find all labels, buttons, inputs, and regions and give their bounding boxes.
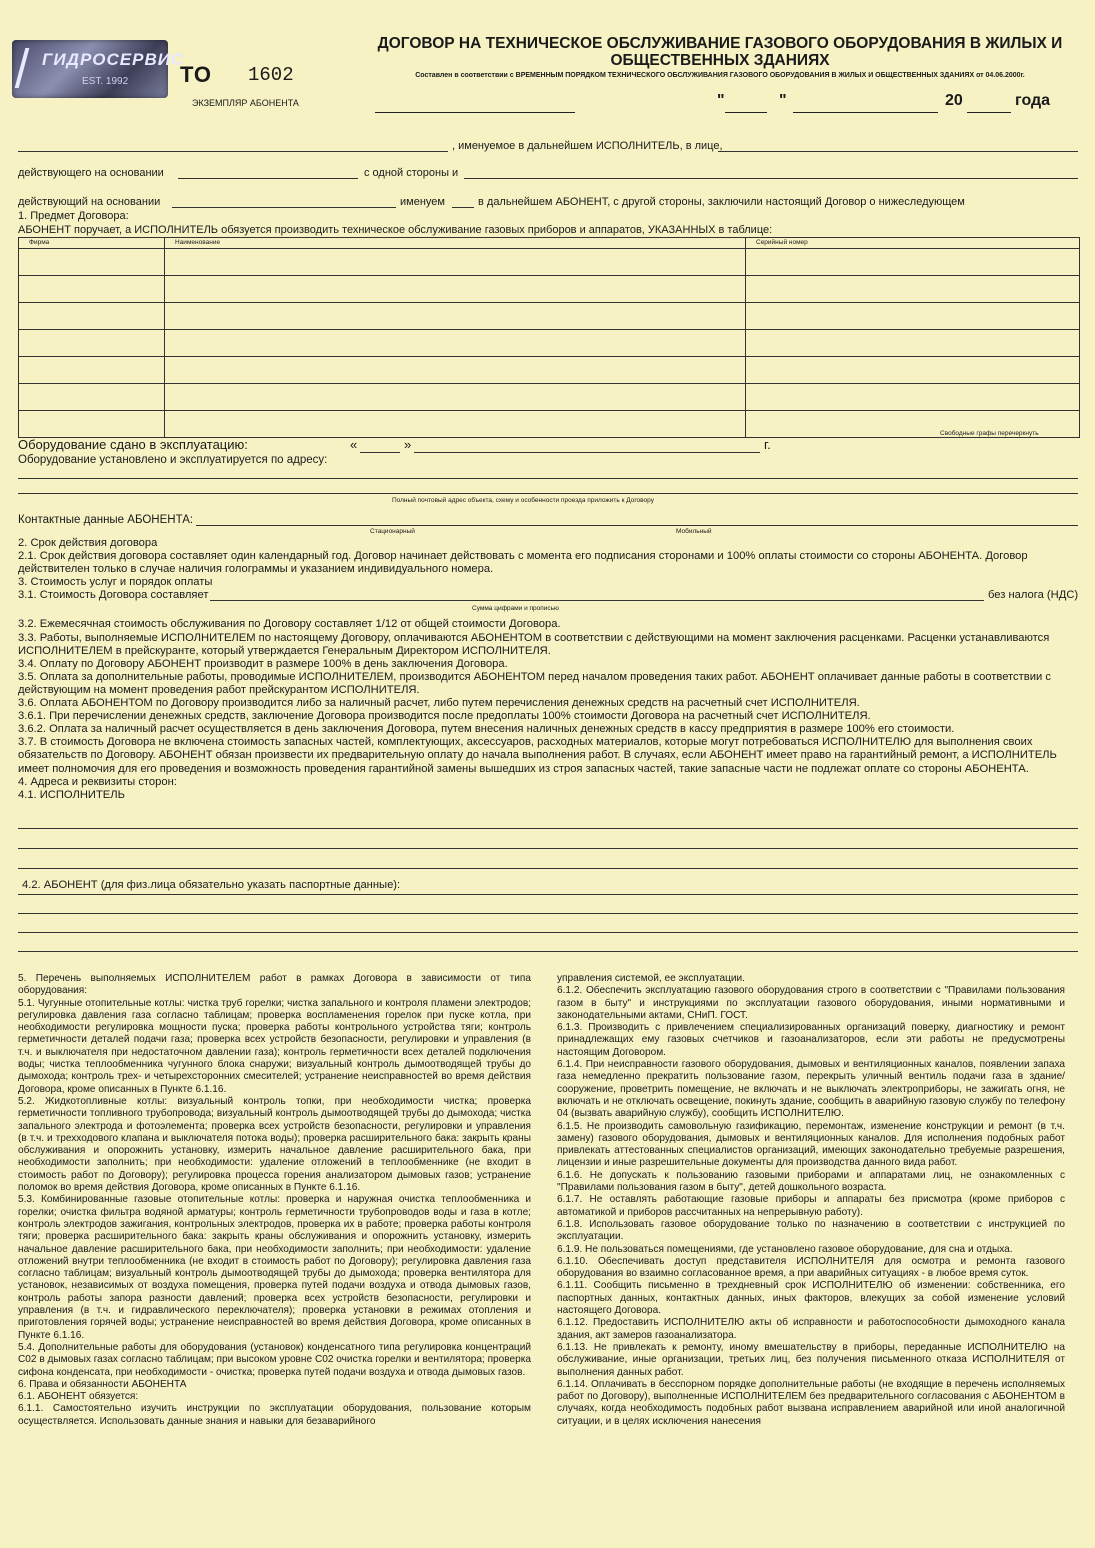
table-header-firm: Фирма: [19, 238, 165, 249]
commissioned-label: Оборудование сдано в эксплуатацию:: [18, 437, 248, 452]
contacts-label: Контактные данные АБОНЕНТА:: [18, 514, 194, 526]
right-col-paragraph: 6.1.4. При неисправности газового оборудования, дымовых и вентиляционных каналов, появлении запаха газа немедленно прекратить пользование газом, перекрыть уличный вентиль подачи газа в здание/сооружение, проветрить помещение, не включать и не выключать электроприборы, не зажигать огня, не включать и не отключать освещение, покинуть здание, сообщить в аварийную газовую службу по телефону 04 (вызвать аварийную службу), сообщить ИСПОЛНИТЕЛЮ.: [557, 1059, 1065, 1120]
section-3-4: 3.4. Оплату по Договору АБОНЕНТ производит в размере 100% в день заключения Договора.: [18, 657, 508, 670]
logo-text: ГИДРОСЕРВИС: [42, 50, 185, 69]
executor-details-line-2[interactable]: [18, 848, 1078, 849]
address-hint: Полный почтовый адрес объекта, схему и особенности проезда приложить к Договору: [392, 497, 654, 504]
table-row[interactable]: [19, 357, 1080, 384]
page-subtitle: Составлен в соответствии с ВРЕМЕННЫМ ПОРЯДКОМ ТЕХНИЧЕСКОГО ОБСЛУЖИВАНИЯ ГАЗОВОГО ОБОРУДОВАНИЯ В ЖИЛЫХ И ОБЩЕСТВЕННЫХ ЗДАНИЯХ от 04.06.2000г.: [415, 72, 1025, 79]
sections-block: [18, 537, 1080, 802]
gender-ending-field[interactable]: [452, 207, 474, 208]
parties-line3a: действующий на основании: [18, 196, 161, 208]
right-col-paragraph: управления системой, ее эксплуатации.: [557, 973, 745, 984]
place-field[interactable]: [375, 112, 575, 113]
table-row[interactable]: [19, 303, 1080, 330]
right-col-paragraph: 6.1.10. Обеспечивать доступ представителя ИСПОЛНИТЕЛЯ для осмотра и ремонта газового оборудования во взаимно согласованное время, а при аварийных ситуациях - в любое время суток.: [557, 1255, 1065, 1280]
address-field-1[interactable]: [18, 478, 1078, 479]
phone-stationary-hint: Стационарный: [370, 528, 415, 535]
right-col-paragraph: 6.1.11. Сообщить письменно в трехдневный срок ИСПОЛНИТЕЛЮ об изменении: собственника, его паспортных данных, контактных данных, иных факторов, влекущих за собой изменение условий настоящего Договора.: [557, 1280, 1065, 1317]
right-col-paragraph: 6.1.7. Не оставлять работающие газовые приборы и аппараты без присмотра (кроме приборов с автоматикой и приборов рассчитанных на непрерывную работу).: [557, 1194, 1065, 1218]
section-4-heading: 4. Адреса и реквизиты сторон:: [18, 775, 177, 788]
section-3-heading: 3. Стоимость услуг и порядок оплаты: [18, 576, 213, 589]
day-field[interactable]: [725, 112, 767, 113]
section-4-1: 4.1. ИСПОЛНИТЕЛЬ: [18, 788, 125, 801]
commission-month-field[interactable]: [414, 452, 760, 453]
table-row[interactable]: [19, 276, 1080, 303]
left-col-paragraph: 5.1. Чугунные отопительные котлы: чистка труб горелки; чистка запального и контроля пламени электродов; регулировка давления газа согласно таблицам; проверка воспламенения горелок при пуске котла, при необходимости регулировка мощности пуска; проверка работы контрольного устройства тяги; контроль герметичности деталей подачи газа; проверка всех устройств безопасности, регулировки и управления (в т.ч. и выключателя при недостаточном давлении газа); контроль герметичности всех деталей подключения воды; чистка теплообменника чугунного блока снаружи; визуальный контроль дымоотводящей трубы до дымохода; контроль трех- и четырехсторонних смесителей; устранение неисправностей во время действия Договора, кроме описанных в Пункте 6.1.16.: [18, 997, 531, 1095]
section-3-7: 3.7. В стоимость Договора не включена стоимость запасных частей, комплектующих, аксессуаров, расходных материалов, которые могут потребоваться ИСПОЛНИТЕЛЮ для выполнения своих обязательств по Договору. АБОНЕНТ обязан произвести их предварительную оплату до начала выполнения работ. В случаях, если АБОНЕНТ имеет право на гарантийный ремонт, а ИСПОЛНИТЕЛЬ имеет полномочия для его проведения и возможность проведения гарантийной замены вышедших из строя запасных частей, такие запасные части не подлежат оплате со стороны АБОНЕНТА.: [18, 736, 1057, 775]
left-column: [18, 973, 531, 1428]
executor-basis-field[interactable]: [178, 178, 358, 179]
right-col-paragraph: 6.1.2. Обеспечить эксплуатацию газового оборудования строго в соответствии с "Правилами пользования газом в быту" и инструкциями по эксплуатации газового оборудования, иными нормативными и законодательными актами, СНиП. ГОСТ.: [557, 985, 1065, 1021]
doc-number: 1602: [248, 64, 294, 86]
page-title: ДОГОВОР НА ТЕХНИЧЕСКОЕ ОБСЛУЖИВАНИЕ ГАЗОВОГО ОБОРУДОВАНИЯ В ЖИЛЫХ И ОБЩЕСТВЕННЫХ ЗДАНИЯХ: [377, 35, 1063, 69]
left-col-paragraph: 6.1. АБОНЕНТ обязуется:: [18, 1391, 139, 1403]
parties-line3b: именуем: [400, 196, 445, 208]
quote-open: ": [717, 92, 725, 109]
subscriber-details-line-1[interactable]: [18, 894, 1078, 895]
right-col-paragraph: 6.1.6. Не допускать к пользованию газовыми приборами и аппаратами лиц, не ознакомленных с "Правилами пользования газом в быту", детей дошкольного возраста.: [557, 1169, 1065, 1194]
section-1-text: АБОНЕНТ поручает, а ИСПОЛНИТЕЛЬ обязуется производить техническое обслуживание газовых приборов и аппаратов, УКАЗАННЫХ в таблице:: [18, 224, 773, 236]
left-col-paragraph: 5.2. Жидкотопливные котлы: визуальный контроль топки, при необходимости чистка; проверка герметичности топливного трубопровода; визуальный контроль дымоотводящей трубы до дымохода; чистка запального электрода и фотоэлемента; проверка всех устройств безопасности, регулировки и управления (в т.ч. и трехходового клапана и выключателя потока воды); проверка расширительного бака: закрыть краны обслуживания и опорожнить установку, измерить начальное давление расширительного бака, при необходимости заполнить; при необходимости: удаление отложений в теплообменнике (не входит в стоимость работ по Договору); регулировка процесса горения анализатором дымовых газов; устранение поломок во время действия Договора, кроме описанных в Пункте 6.1.16.: [18, 1095, 531, 1194]
table-note: Свободные графы перечеркнуть: [940, 430, 1039, 437]
right-col-paragraph: 6.1.3. Производить с привлечением специализированных организаций поверку, диагностику и ремонт принадлежащих ему газовых счетчиков и газоанализаторов, если эти работы не предусмотрены настоящим Договором.: [557, 1022, 1065, 1058]
right-col-paragraph: 6.1.14. Оплачивать в бесспорном порядке дополнительные работы (не входящие в перечень исполняемых работ по Договору), выполненные ИСПОЛНИТЕЛЕМ без предварительного согласования с АБОНЕНТОМ в случаях, когда необходимость подобных работ вызвана исправлением аварийной или иной аналогичной ситуации, и в целях исключения нанесения: [557, 1378, 1065, 1427]
doc-prefix: ТО: [180, 62, 213, 87]
section-1-heading: 1. Предмет Договора:: [18, 210, 129, 222]
company-logo: [12, 40, 185, 98]
right-col-paragraph: 6.1.13. Не привлекать к ремонту, иному вмешательству в приборы, переданные ИСПОЛНИТЕЛЮ на обслуживание, иные организации, третьих лиц, без получения письменного отказа ИСПОЛНИТЕЛЯ от выполнения данных работ.: [557, 1341, 1065, 1378]
executor-details-line-1[interactable]: [18, 828, 1078, 829]
section-4-2: 4.2. АБОНЕНТ (для физ.лица обязательно указать паспортные данные):: [22, 879, 401, 891]
date-open: «: [350, 437, 358, 452]
right-col-paragraph: 6.1.5. Не производить самовольную газификацию, перемонтаж, изменение конструкции и ремонт (в т.ч. замену) газового оборудования, дымовых и вентиляционных каналов. Для исполнения подобных работ привлекать аттестованных специалистов организаций, имеющих законодательно требуемые разрешения, лицензии и иные разрешительные документы для производства данного вида работ.: [557, 1120, 1065, 1169]
section-3-1: 3.1. Стоимость Договора составляет: [18, 589, 209, 602]
subscriber-name-field[interactable]: [464, 178, 1078, 179]
date-close: »: [404, 437, 412, 452]
year-suffix: года: [1015, 92, 1051, 109]
section-3-6-2: 3.6.2. Оплата за наличный расчет осуществляется в день заключения Договора, путем внесения наличных денежных средств в кассу предприятия в размере 100% его стоимости.: [18, 723, 955, 736]
parties-line3c: в дальнейшем АБОНЕНТ, с другой стороны, заключили настоящий Договор о нижеследующем: [478, 196, 965, 208]
subscriber-basis-field[interactable]: [172, 207, 396, 208]
section-3-1-row: [18, 589, 1080, 602]
subscriber-details-line-4[interactable]: [18, 951, 1078, 952]
subscriber-details-line-3[interactable]: [18, 932, 1078, 933]
subscriber-details-line-2[interactable]: [18, 913, 1078, 914]
contacts-field[interactable]: [196, 525, 1078, 526]
year-suffix-2: г.: [764, 437, 771, 452]
price-hint: Сумма цифрами и прописью: [472, 605, 559, 613]
right-col-paragraph: 6.1.9. Не пользоваться помещениями, где установлено газовое оборудование, для сна и отдыха.: [557, 1243, 1013, 1255]
section-3-6-1: 3.6.1. При перечислении денежных средств, заключение Договора производится после предоплаты 100% стоимости Договора на расчетный счет ИСПОЛНИТЕЛЯ.: [18, 710, 871, 723]
section-3-3: 3.3. Работы, выполняемые ИСПОЛНИТЕЛЕМ по настоящему Договору, оплачиваются АБОНЕНТОМ в соответствии с действующими на момент заключения расценками. Расценки устанавливаются ИСПОЛНИТЕЛЕМ в прейскуранте, который утверждается Генеральным Директором ИСПОЛНИТЕЛЯ.: [18, 631, 1050, 657]
executor-name-field[interactable]: [18, 151, 448, 152]
address-label: Оборудование установлено и эксплуатируется по адресу:: [18, 454, 328, 466]
section-3-5: 3.5. Оплата за дополнительные работы, проводимые ИСПОЛНИТЕЛЕМ, производится АБОНЕНТОМ перед началом проведения таких работ. АБОНЕНТ оплачивает данные работы в соответствии с действующим на момент проведения работ прейскурантом ИСПОЛНИТЕЛЯ.: [18, 670, 1051, 696]
left-col-paragraph: 5.4. Дополнительные работы для оборудования (установок) конденсатного типа регулировка концентраций С02 в дымовых газах согласно таблицам; при высоком уровне С02 очистка горелки и вентилятора; проверка сифона конденсата, при необходимости - очистка; проверка путей подачи воздуха и отвода дымовых газов.: [18, 1341, 531, 1378]
right-col-paragraph: 6.1.12. Предоставить ИСПОЛНИТЕЛЮ акты об исправности и работоспособности дымоходного канала здания, акт замеров газоанализатора.: [557, 1317, 1065, 1341]
left-col-paragraph: 5. Перечень выполняемых ИСПОЛНИТЕЛЕМ работ в рамках Договора в зависимости от типа оборудования:: [18, 973, 531, 997]
address-field-2[interactable]: [18, 493, 1078, 494]
executor-representative-field[interactable]: [718, 151, 1078, 152]
section-3-2: 3.2. Ежемесячная стоимость обслуживания по Договору составляет 1/12 от общей стоимости Договора.: [18, 618, 561, 631]
contract-price-field[interactable]: [210, 600, 984, 601]
year-prefix: 20: [945, 92, 963, 109]
table-header-serial: Серийный номер: [746, 238, 1080, 249]
parties-line1: , именуемое в дальнейшем ИСПОЛНИТЕЛЬ, в лице,: [452, 140, 723, 152]
phone-mobile-hint: Мобильный: [676, 528, 712, 535]
year-field[interactable]: [967, 112, 1011, 113]
right-col-paragraph: 6.1.8. Использовать газовое оборудование только по назначению в соответствии с инструкцией по эксплуатации.: [557, 1218, 1065, 1243]
table-row[interactable]: [19, 330, 1080, 357]
table-row[interactable]: [19, 411, 1080, 438]
month-field[interactable]: [793, 112, 938, 113]
section-2-heading: 2. Срок действия договора: [18, 537, 158, 549]
table-row[interactable]: [19, 384, 1080, 411]
copy-label: ЭКЗЕМПЛЯР АБОНЕНТА: [192, 98, 299, 108]
left-col-paragraph: 6.1.1. Самостоятельно изучить инструкции по эксплуатации оборудования, пользование которым осуществляется. Использовать данные знания и навыки для безаварийного: [18, 1403, 531, 1427]
section-3-6: 3.6. Оплата АБОНЕНТОМ по Договору производится либо за наличный расчет, либо путем перечисления денежных средств на расчетный счет ИСПОЛНИТЕЛЯ.: [18, 697, 860, 710]
table-row[interactable]: [19, 249, 1080, 276]
table-header-row: [19, 238, 1080, 249]
section-3-1-tax: без налога (НДС): [988, 589, 1079, 602]
quote-close: ": [779, 92, 787, 109]
equipment-table: [18, 237, 1080, 438]
left-col-paragraph: 6. Права и обязанности АБОНЕНТА: [18, 1378, 187, 1390]
section-2-1: 2.1. Срок действия договора составляет один календарный год. Договор начинает действовать с момента его подписания сторонами и 100% оплаты стоимости со стороны АБОНЕНТА. Договор действителен только в случае наличия голограммы и указанием индивидуального номера.: [18, 550, 1028, 576]
logo-sub: EST. 1992: [82, 76, 129, 87]
right-column: [557, 973, 1065, 1428]
left-col-paragraph: 5.3. Комбинированные газовые отопительные котлы: проверка и наружная очистка теплообменника и горелки; очистка фильтра водяной арматуры; контроль герметичности трубопроводов воды и газа в котле; контроль электродов зажигания, контрольных электродов, проверка их в работе; проверка работы контроля тяги; проверка расширительного бака: закрыть краны обслуживания и опорожнить установку, измерить начальное давление расширительного бака, при необходимости заполнить; при необходимости: удаление отложений внутри теплообменника (не входит в стоимость работ по Договору); регулировка давления газа согласно таблицам; визуальный контроль дымоотводящей трубы до дымохода; проверка вентилятора для установок, независимых от воздуха помещения, проверка путей подачи воздуха и отвода дымовых газов, контроль работы запора разности давлений; проверка всех устройств безопасности, регулировки и управления (в т.ч. и гидравлического переключателя); проверка установки в режимах отопления и приготовления горячей воды; устранение неисправностей во время действия Договора, кроме описанных в Пункте 6.1.16.: [18, 1194, 531, 1341]
table-header-name: Наименование: [165, 238, 746, 249]
commission-day-field[interactable]: [360, 452, 400, 453]
date-line: [375, 92, 1075, 116]
executor-details-line-3[interactable]: [18, 868, 1078, 869]
parties-line2a: действующего на основании: [18, 167, 164, 179]
parties-line2b: с одной стороны и: [364, 167, 459, 179]
